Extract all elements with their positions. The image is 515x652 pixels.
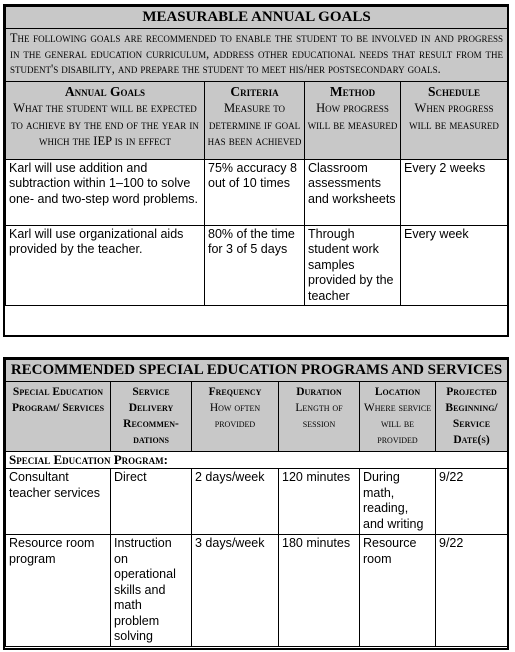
services-col-location (360, 382, 436, 452)
goal-method: Through student work samples provided by the teacher (305, 225, 401, 306)
annual-goals-panel (3, 4, 509, 337)
services-col-frequency (192, 382, 279, 452)
goal-schedule: Every 2 weeks (401, 159, 508, 225)
col-subheading: How often provided (209, 402, 261, 430)
services-col-delivery (111, 382, 192, 452)
service-program: Consultant teacher services (6, 469, 111, 535)
table-row (6, 469, 508, 535)
col-heading: Projected Beginning/ Service Date(s) (445, 386, 498, 446)
service-location: During math, reading, and writing (360, 469, 436, 535)
col-heading: Method (329, 83, 376, 99)
table-row (6, 225, 508, 306)
services-panel (3, 357, 509, 650)
service-duration: 120 minutes (279, 469, 360, 535)
col-heading: Duration (296, 386, 342, 398)
services-col-program (6, 382, 111, 452)
service-frequency: 3 days/week (192, 535, 279, 647)
goal-criteria: 75% accuracy 8 out of 10 times (205, 159, 305, 225)
col-heading: Location (374, 386, 421, 398)
goals-intro: The following goals are recommended to enable the student to be involved in and progress in the general education curriculum, address other educational needs that result from the student's disability, and prepare the student to meet his/her postsecondary goals. (6, 29, 508, 82)
col-heading: Criteria (230, 83, 279, 99)
table-row (6, 535, 508, 647)
goals-col-criteria (205, 81, 305, 159)
service-delivery: Instruction on operational skills and math problem solving (111, 535, 192, 647)
service-duration: 180 minutes (279, 535, 360, 647)
col-subheading: Length of session (295, 402, 343, 430)
service-delivery: Direct (111, 469, 192, 535)
services-table (5, 359, 508, 647)
section-label: Special Education Program: (6, 452, 508, 469)
service-location: Resource room (360, 535, 436, 647)
goal-schedule: Every week (401, 225, 508, 306)
col-subheading: Where service will be provided (363, 402, 432, 446)
service-frequency: 2 days/week (192, 469, 279, 535)
goals-col-schedule (401, 81, 508, 159)
goal-text: Karl will use organizational aids provided by the teacher. (6, 225, 205, 306)
service-date: 9/22 (436, 535, 508, 647)
services-col-date (436, 382, 508, 452)
col-heading: Annual Goals (64, 83, 146, 99)
table-row (6, 159, 508, 225)
goal-text: Karl will use addition and subtraction within 1–100 to solve one- and two-step word problems. (6, 159, 205, 225)
goals-col-annual-goals (6, 81, 205, 159)
services-col-duration (279, 382, 360, 452)
goal-criteria: 80% of the time for 3 of 5 days (205, 225, 305, 306)
service-program: Resource room program (6, 535, 111, 647)
col-heading: Schedule (427, 83, 481, 99)
col-subheading: How progress will be measured (307, 101, 398, 132)
annual-goals-table (5, 6, 508, 306)
goal-method: Classroom assessments and worksheets (305, 159, 401, 225)
col-subheading: What the student will be expected to achieve by the end of the year in which the IEP is in effect (11, 101, 199, 148)
col-subheading: When progress will be measured (409, 101, 499, 132)
col-heading: Frequency (208, 386, 262, 398)
services-title: RECOMMENDED SPECIAL EDUCATION PROGRAMS AND SERVICES (6, 360, 508, 382)
goals-col-method (305, 81, 401, 159)
service-date: 9/22 (436, 469, 508, 535)
col-heading: Service Delivery Recommen-dations (123, 386, 179, 446)
goals-title: MEASURABLE ANNUAL GOALS (6, 7, 508, 29)
col-subheading: Measure to determine if goal has been achieved (207, 101, 302, 148)
col-heading: Special Education Program/ Services (11, 386, 105, 414)
